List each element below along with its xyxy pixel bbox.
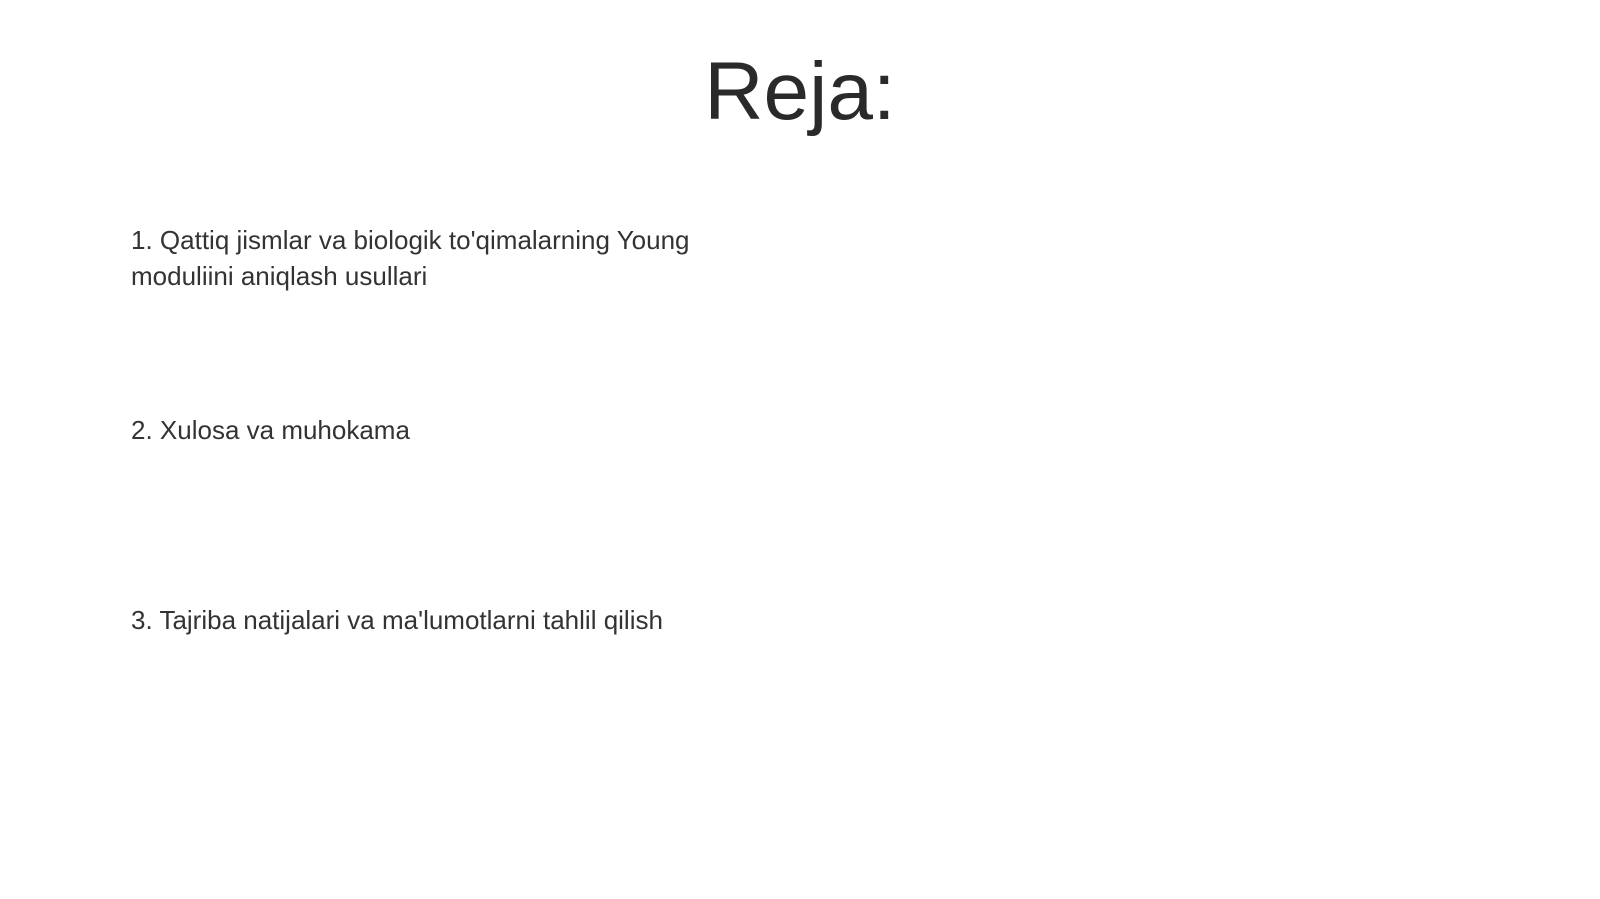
plan-item-1: 1. Qattiq jismlar va biologik to'qimalarning Young moduliini aniqlash usullari [131,225,690,291]
plan-item-3: 3. Tajriba natijalari va ma'lumotlarni tahlil qilish [131,605,663,635]
slide-title: Reja: [704,46,896,137]
plan-item-2: 2. Xulosa va muhokama [131,415,410,445]
